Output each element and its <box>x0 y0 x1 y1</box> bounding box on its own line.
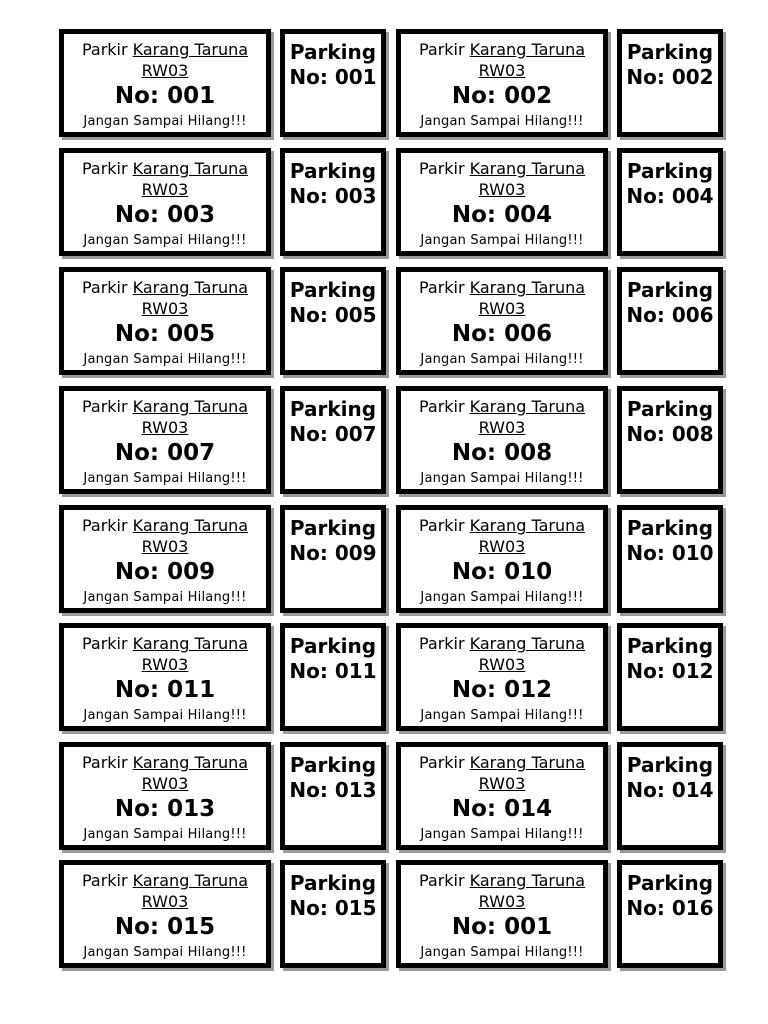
stub-number: No: 011 <box>289 659 377 683</box>
ticket-warning: Jangan Sampai Hilang!!! <box>420 945 584 960</box>
ticket-label: Parkir <box>418 397 465 416</box>
ticket-organization: Karang Taruna <box>469 871 586 890</box>
stub-number: No: 012 <box>626 659 714 683</box>
ticket-header <box>401 634 603 654</box>
ticket-header <box>64 871 266 891</box>
parking-ticket <box>396 742 608 850</box>
ticket-organization: Karang Taruna <box>469 516 586 535</box>
ticket-rw: RW03 <box>478 180 526 199</box>
ticket-number: No: 008 <box>451 440 553 466</box>
ticket-label: Parkir <box>81 40 128 59</box>
ticket-warning: Jangan Sampai Hilang!!! <box>83 708 247 723</box>
ticket-stub <box>617 623 723 731</box>
stub-number: No: 009 <box>289 541 377 565</box>
ticket-label: Parkir <box>81 278 128 297</box>
ticket-header <box>64 40 266 60</box>
ticket-warning: Jangan Sampai Hilang!!! <box>420 352 584 367</box>
parking-ticket <box>396 623 608 731</box>
ticket-stub <box>617 148 723 256</box>
ticket-number: No: 009 <box>114 559 216 585</box>
ticket-rw: RW03 <box>141 418 189 437</box>
ticket-rw: RW03 <box>478 299 526 318</box>
stub-title: Parking <box>626 516 714 540</box>
ticket-header <box>401 753 603 773</box>
ticket-warning: Jangan Sampai Hilang!!! <box>83 233 247 248</box>
ticket-warning: Jangan Sampai Hilang!!! <box>83 352 247 367</box>
ticket-organization: Karang Taruna <box>132 634 249 653</box>
ticket-stub <box>280 29 386 137</box>
ticket-number: No: 001 <box>451 914 553 940</box>
ticket-stub <box>280 505 386 613</box>
ticket-stub <box>280 623 386 731</box>
parking-ticket <box>396 505 608 613</box>
ticket-stub <box>617 386 723 494</box>
ticket-number: No: 004 <box>451 202 553 228</box>
stub-number: No: 013 <box>289 778 377 802</box>
ticket-organization: Karang Taruna <box>132 753 249 772</box>
parking-ticket <box>396 148 608 256</box>
ticket-organization: Karang Taruna <box>469 397 586 416</box>
stub-title: Parking <box>289 753 377 777</box>
ticket-label: Parkir <box>418 159 465 178</box>
ticket-stub <box>617 267 723 375</box>
ticket-stub <box>617 742 723 850</box>
ticket-rw: RW03 <box>141 537 189 556</box>
ticket-rw: RW03 <box>478 418 526 437</box>
ticket-number: No: 001 <box>114 83 216 109</box>
ticket-stub <box>280 148 386 256</box>
ticket-label: Parkir <box>81 753 128 772</box>
ticket-warning: Jangan Sampai Hilang!!! <box>420 708 584 723</box>
ticket-warning: Jangan Sampai Hilang!!! <box>83 471 247 486</box>
ticket-number: No: 011 <box>114 677 216 703</box>
parking-ticket <box>396 860 608 968</box>
ticket-stub <box>280 386 386 494</box>
stub-title: Parking <box>289 516 377 540</box>
ticket-rw: RW03 <box>141 180 189 199</box>
ticket-organization: Karang Taruna <box>469 753 586 772</box>
ticket-rw: RW03 <box>141 774 189 793</box>
ticket-header <box>401 159 603 179</box>
ticket-label: Parkir <box>418 871 465 890</box>
ticket-label: Parkir <box>418 634 465 653</box>
ticket-warning: Jangan Sampai Hilang!!! <box>420 827 584 842</box>
stub-title: Parking <box>626 278 714 302</box>
ticket-number: No: 005 <box>114 321 216 347</box>
ticket-number: No: 010 <box>451 559 553 585</box>
ticket-rw: RW03 <box>141 892 189 911</box>
ticket-rw: RW03 <box>141 61 189 80</box>
ticket-label: Parkir <box>81 516 128 535</box>
ticket-warning: Jangan Sampai Hilang!!! <box>420 233 584 248</box>
ticket-header <box>64 753 266 773</box>
ticket-organization: Karang Taruna <box>132 159 249 178</box>
parking-ticket <box>396 386 608 494</box>
ticket-organization: Karang Taruna <box>132 397 249 416</box>
stub-number: No: 015 <box>289 896 377 920</box>
ticket-organization: Karang Taruna <box>132 871 249 890</box>
ticket-header <box>401 871 603 891</box>
ticket-label: Parkir <box>81 871 128 890</box>
ticket-warning: Jangan Sampai Hilang!!! <box>83 114 247 129</box>
stub-title: Parking <box>289 397 377 421</box>
ticket-header <box>401 278 603 298</box>
ticket-header <box>64 634 266 654</box>
ticket-number: No: 006 <box>451 321 553 347</box>
stub-number: No: 004 <box>626 184 714 208</box>
ticket-organization: Karang Taruna <box>132 278 249 297</box>
parking-ticket <box>59 860 271 968</box>
ticket-label: Parkir <box>418 516 465 535</box>
stub-title: Parking <box>626 753 714 777</box>
ticket-number: No: 012 <box>451 677 553 703</box>
ticket-number: No: 015 <box>114 914 216 940</box>
ticket-organization: Karang Taruna <box>132 40 249 59</box>
stub-number: No: 002 <box>626 65 714 89</box>
parking-ticket <box>59 267 271 375</box>
ticket-header <box>64 516 266 536</box>
stub-title: Parking <box>289 40 377 64</box>
ticket-rw: RW03 <box>141 299 189 318</box>
stub-number: No: 010 <box>626 541 714 565</box>
ticket-label: Parkir <box>81 159 128 178</box>
parking-ticket <box>59 623 271 731</box>
stub-title: Parking <box>626 40 714 64</box>
ticket-organization: Karang Taruna <box>469 634 586 653</box>
stub-title: Parking <box>289 871 377 895</box>
ticket-stub <box>280 267 386 375</box>
stub-title: Parking <box>289 278 377 302</box>
ticket-warning: Jangan Sampai Hilang!!! <box>420 471 584 486</box>
ticket-header <box>64 397 266 417</box>
ticket-organization: Karang Taruna <box>469 159 586 178</box>
ticket-organization: Karang Taruna <box>132 516 249 535</box>
stub-title: Parking <box>626 634 714 658</box>
stub-title: Parking <box>626 871 714 895</box>
parking-ticket <box>59 742 271 850</box>
ticket-label: Parkir <box>81 634 128 653</box>
stub-number: No: 003 <box>289 184 377 208</box>
ticket-organization: Karang Taruna <box>469 40 586 59</box>
parking-ticket <box>396 29 608 137</box>
parking-ticket <box>59 148 271 256</box>
ticket-warning: Jangan Sampai Hilang!!! <box>420 590 584 605</box>
ticket-header <box>64 278 266 298</box>
stub-number: No: 014 <box>626 778 714 802</box>
ticket-warning: Jangan Sampai Hilang!!! <box>420 114 584 129</box>
ticket-stub <box>280 742 386 850</box>
ticket-rw: RW03 <box>141 655 189 674</box>
ticket-number: No: 007 <box>114 440 216 466</box>
stub-number: No: 001 <box>289 65 377 89</box>
ticket-number: No: 014 <box>451 796 553 822</box>
ticket-stub <box>617 29 723 137</box>
ticket-rw: RW03 <box>478 537 526 556</box>
ticket-rw: RW03 <box>478 655 526 674</box>
ticket-header <box>401 40 603 60</box>
ticket-number: No: 002 <box>451 83 553 109</box>
ticket-label: Parkir <box>81 397 128 416</box>
ticket-header <box>64 159 266 179</box>
ticket-number: No: 003 <box>114 202 216 228</box>
ticket-header <box>401 516 603 536</box>
stub-number: No: 005 <box>289 303 377 327</box>
stub-title: Parking <box>289 634 377 658</box>
ticket-warning: Jangan Sampai Hilang!!! <box>83 590 247 605</box>
ticket-warning: Jangan Sampai Hilang!!! <box>83 945 247 960</box>
ticket-label: Parkir <box>418 278 465 297</box>
parking-ticket <box>59 29 271 137</box>
stub-number: No: 007 <box>289 422 377 446</box>
ticket-warning: Jangan Sampai Hilang!!! <box>83 827 247 842</box>
parking-ticket <box>59 505 271 613</box>
parking-ticket <box>396 267 608 375</box>
ticket-label: Parkir <box>418 40 465 59</box>
stub-number: No: 006 <box>626 303 714 327</box>
stub-title: Parking <box>289 159 377 183</box>
ticket-rw: RW03 <box>478 892 526 911</box>
stub-number: No: 016 <box>626 896 714 920</box>
ticket-stub <box>617 505 723 613</box>
ticket-number: No: 013 <box>114 796 216 822</box>
stub-number: No: 008 <box>626 422 714 446</box>
ticket-header <box>401 397 603 417</box>
ticket-rw: RW03 <box>478 61 526 80</box>
stub-title: Parking <box>626 397 714 421</box>
ticket-stub <box>617 860 723 968</box>
parking-ticket <box>59 386 271 494</box>
stub-title: Parking <box>626 159 714 183</box>
ticket-rw: RW03 <box>478 774 526 793</box>
ticket-stub <box>280 860 386 968</box>
ticket-label: Parkir <box>418 753 465 772</box>
ticket-organization: Karang Taruna <box>469 278 586 297</box>
